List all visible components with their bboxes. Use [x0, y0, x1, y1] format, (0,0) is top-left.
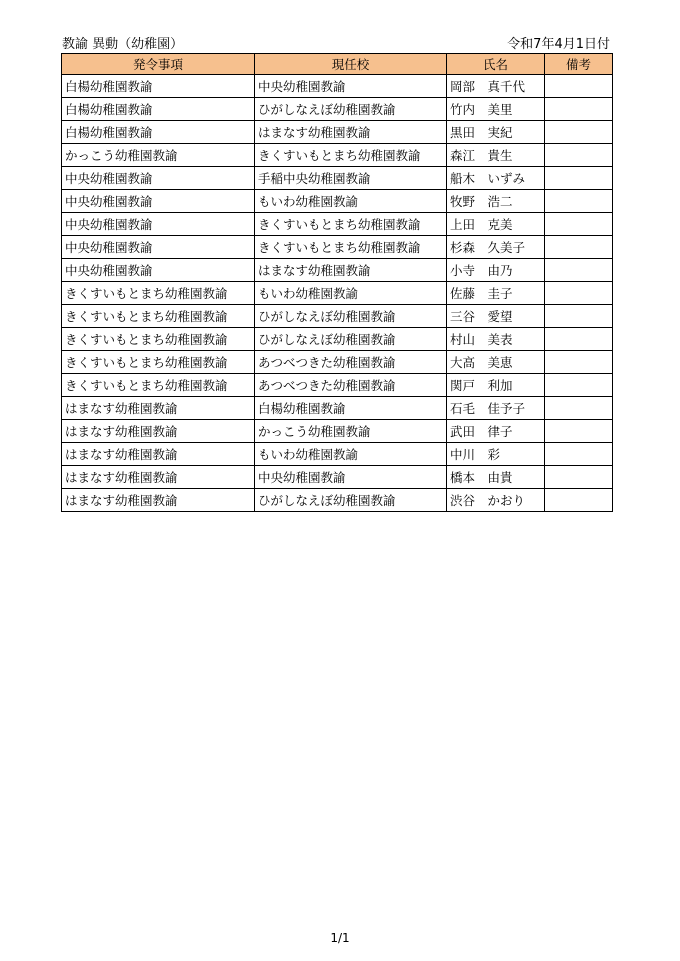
effective-date: 令和7年4月1日付: [507, 37, 610, 52]
table-row: [62, 259, 613, 282]
current-school-cell: はまなす幼稚園教諭: [255, 259, 447, 282]
name-cell: 牧野 浩二: [447, 190, 545, 213]
name-cell: 小寺 由乃: [447, 259, 545, 282]
name-cell: 中川 彩: [447, 443, 545, 466]
table-row: [62, 75, 613, 98]
table-row: [62, 167, 613, 190]
table-row: [62, 328, 613, 351]
appointment-cell: きくすいもとまち幼稚園教諭: [62, 351, 255, 374]
appointment-cell: 白楊幼稚園教諭: [62, 98, 255, 121]
remarks-cell: [545, 443, 613, 466]
name-cell: 大高 美恵: [447, 351, 545, 374]
remarks-cell: [545, 305, 613, 328]
remarks-cell: [545, 282, 613, 305]
page-number: 1/1: [330, 931, 350, 945]
remarks-cell: [545, 259, 613, 282]
appointment-cell: きくすいもとまち幼稚園教諭: [62, 374, 255, 397]
name-cell: 上田 克美: [447, 213, 545, 236]
remarks-cell: [545, 328, 613, 351]
name-cell: 岡部 真千代: [447, 75, 545, 98]
current-school-cell: もいわ幼稚園教諭: [255, 443, 447, 466]
table-row: [62, 236, 613, 259]
current-school-cell: きくすいもとまち幼稚園教諭: [255, 236, 447, 259]
current-school-cell: ひがしなえぼ幼稚園教諭: [255, 328, 447, 351]
name-cell: 船木 いずみ: [447, 167, 545, 190]
name-cell: 武田 律子: [447, 420, 545, 443]
name-cell: 関戸 利加: [447, 374, 545, 397]
remarks-cell: [545, 98, 613, 121]
remarks-cell: [545, 167, 613, 190]
appointment-cell: きくすいもとまち幼稚園教諭: [62, 328, 255, 351]
current-school-cell: はまなす幼稚園教諭: [255, 121, 447, 144]
appointment-cell: 中央幼稚園教諭: [62, 236, 255, 259]
table-row: [62, 466, 613, 489]
table-row: [62, 282, 613, 305]
current-school-cell: きくすいもとまち幼稚園教諭: [255, 144, 447, 167]
current-school-cell: 中央幼稚園教諭: [255, 75, 447, 98]
appointment-cell: はまなす幼稚園教諭: [62, 443, 255, 466]
table-row: [62, 144, 613, 167]
current-school-cell: ひがしなえぼ幼稚園教諭: [255, 98, 447, 121]
current-school-cell: 白楊幼稚園教諭: [255, 397, 447, 420]
appointment-cell: 白楊幼稚園教諭: [62, 75, 255, 98]
current-school-cell: きくすいもとまち幼稚園教諭: [255, 213, 447, 236]
name-cell: 渋谷 かおり: [447, 489, 545, 512]
name-cell: 黒田 実紀: [447, 121, 545, 144]
name-cell: 三谷 愛望: [447, 305, 545, 328]
appointment-cell: 中央幼稚園教諭: [62, 167, 255, 190]
remarks-cell: [545, 121, 613, 144]
table-row: [62, 397, 613, 420]
current-school-cell: あつべつきた幼稚園教諭: [255, 374, 447, 397]
name-cell: 森江 貴生: [447, 144, 545, 167]
current-school-cell: かっこう幼稚園教諭: [255, 420, 447, 443]
remarks-cell: [545, 236, 613, 259]
table-row: [62, 305, 613, 328]
table-row: [62, 190, 613, 213]
current-school-cell: あつべつきた幼稚園教諭: [255, 351, 447, 374]
column-header-remarks: 備考: [545, 54, 613, 75]
name-cell: 杉森 久美子: [447, 236, 545, 259]
appointment-cell: 中央幼稚園教諭: [62, 190, 255, 213]
remarks-cell: [545, 144, 613, 167]
document-title: 教諭 異動（幼稚園）: [62, 37, 184, 52]
table-row: [62, 98, 613, 121]
current-school-cell: 中央幼稚園教諭: [255, 466, 447, 489]
current-school-cell: ひがしなえぼ幼稚園教諭: [255, 489, 447, 512]
appointment-cell: はまなす幼稚園教諭: [62, 420, 255, 443]
remarks-cell: [545, 466, 613, 489]
column-header-current-school: 現任校: [255, 54, 447, 75]
remarks-cell: [545, 190, 613, 213]
table-row: [62, 489, 613, 512]
current-school-cell: 手稲中央幼稚園教諭: [255, 167, 447, 190]
column-header-name: 氏名: [447, 54, 545, 75]
name-cell: 石毛 佳予子: [447, 397, 545, 420]
current-school-cell: もいわ幼稚園教諭: [255, 282, 447, 305]
appointment-cell: かっこう幼稚園教諭: [62, 144, 255, 167]
remarks-cell: [545, 489, 613, 512]
remarks-cell: [545, 213, 613, 236]
remarks-cell: [545, 351, 613, 374]
current-school-cell: ひがしなえぼ幼稚園教諭: [255, 305, 447, 328]
personnel-table: [61, 53, 613, 512]
remarks-cell: [545, 75, 613, 98]
remarks-cell: [545, 397, 613, 420]
appointment-cell: はまなす幼稚園教諭: [62, 397, 255, 420]
name-cell: 竹内 美里: [447, 98, 545, 121]
appointment-cell: きくすいもとまち幼稚園教諭: [62, 305, 255, 328]
table-row: [62, 213, 613, 236]
name-cell: 佐藤 圭子: [447, 282, 545, 305]
name-cell: 村山 美表: [447, 328, 545, 351]
remarks-cell: [545, 420, 613, 443]
remarks-cell: [545, 374, 613, 397]
appointment-cell: 中央幼稚園教諭: [62, 213, 255, 236]
table-header-row: [62, 54, 613, 75]
current-school-cell: もいわ幼稚園教諭: [255, 190, 447, 213]
table-row: [62, 374, 613, 397]
column-header-appointment: 発令事項: [62, 54, 255, 75]
appointment-cell: きくすいもとまち幼稚園教諭: [62, 282, 255, 305]
table-row: [62, 121, 613, 144]
appointment-cell: 中央幼稚園教諭: [62, 259, 255, 282]
table-row: [62, 351, 613, 374]
appointment-cell: はまなす幼稚園教諭: [62, 489, 255, 512]
appointment-cell: はまなす幼稚園教諭: [62, 466, 255, 489]
name-cell: 橋本 由貴: [447, 466, 545, 489]
table-row: [62, 443, 613, 466]
table-row: [62, 420, 613, 443]
appointment-cell: 白楊幼稚園教諭: [62, 121, 255, 144]
